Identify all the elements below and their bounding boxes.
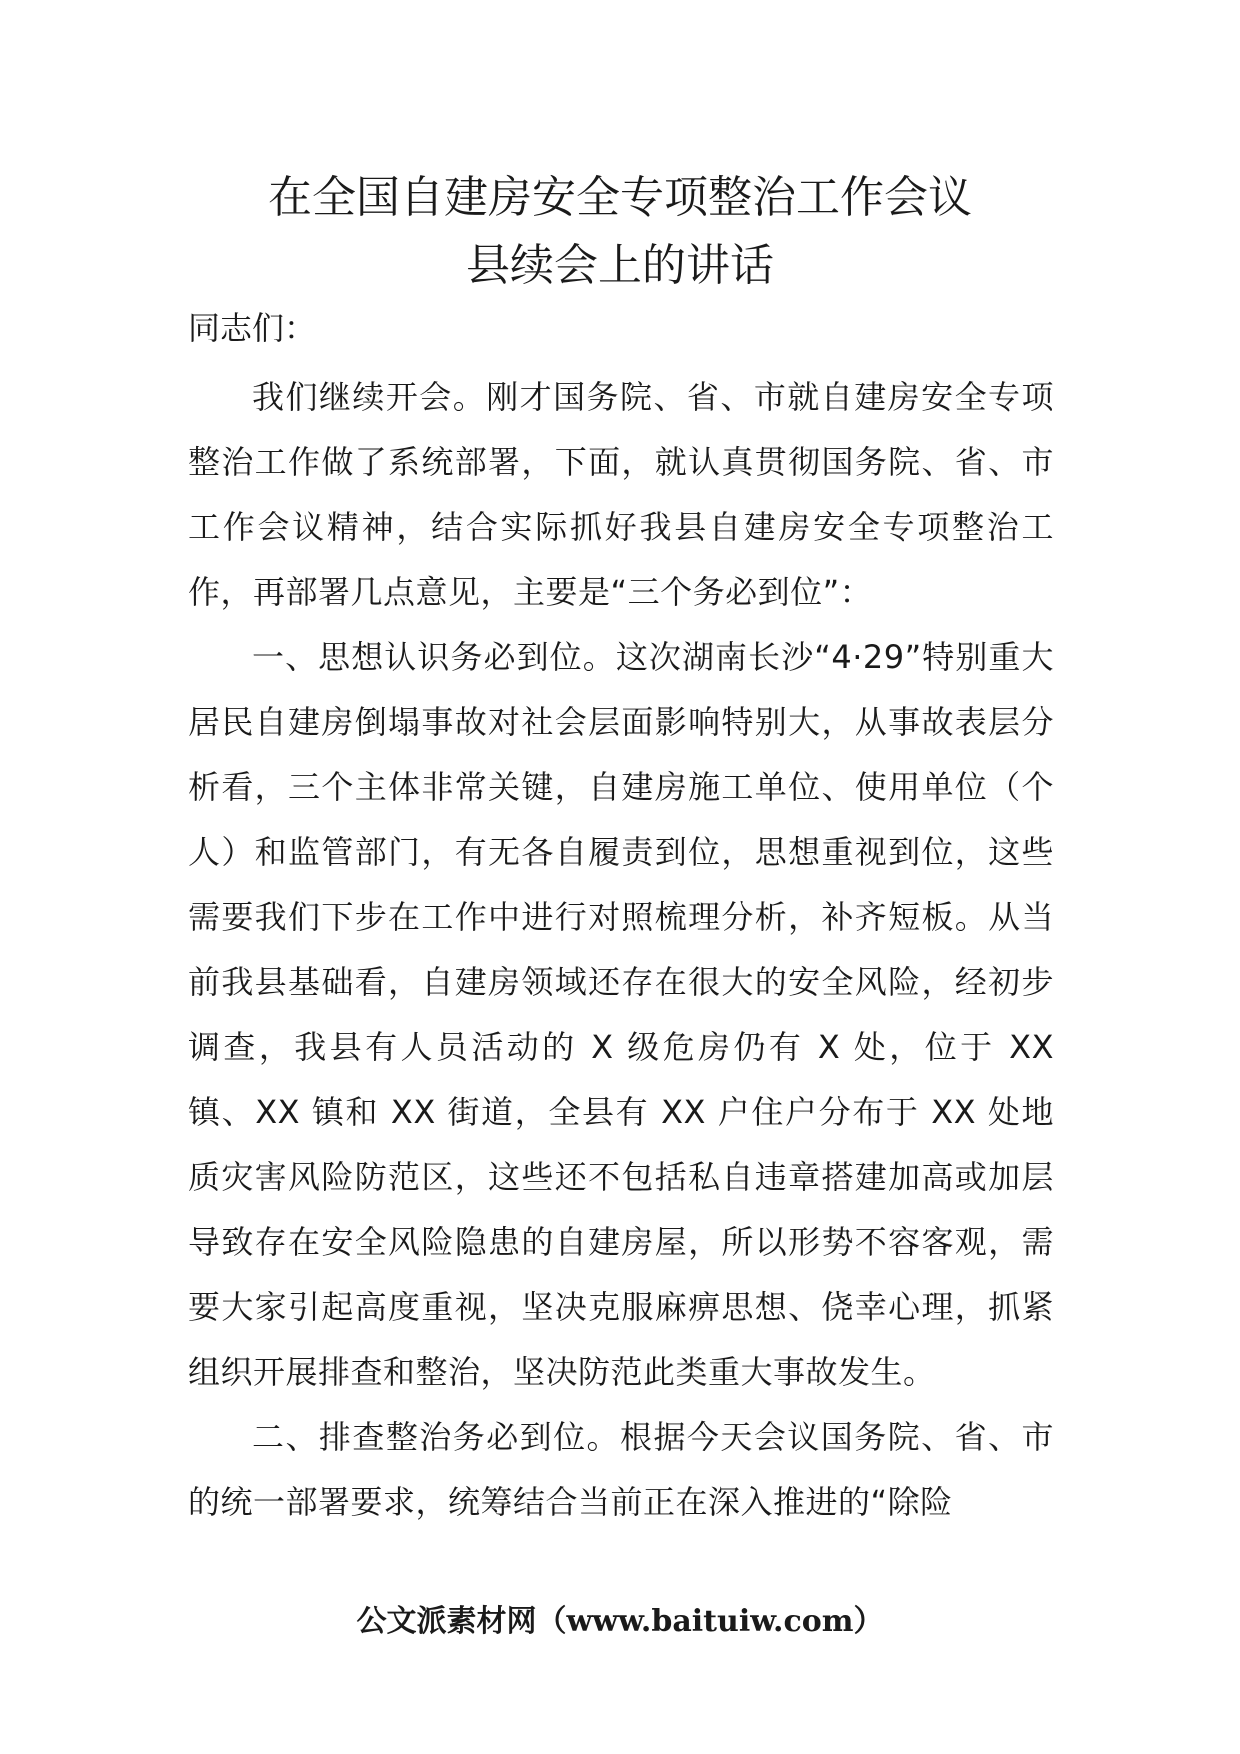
paragraph-intro: 我们继续开会。刚才国务院、省、市就自建房安全专项整治工作做了系统部署，下面，就认真贯彻国务院、省、市工作会议精神，结合实际抓好我县自建房安全专项整治工作，再部署几点意见，主要是“三个务必到位”： xyxy=(188,378,1054,611)
salutation: 同志们： xyxy=(188,309,317,347)
document-title-line-1: 在全国自建房安全专项整治工作会议 xyxy=(268,172,972,223)
document-title-line-2: 县续会上的讲话 xyxy=(466,240,774,291)
paragraph-section-1: 一、思想认识务必到位。这次湖南长沙“4·29”特别重大居民自建房倒塌事故对社会层面影响特别大，从事故表层分析看，三个主体非常关键，自建房施工单位、使用单位（个人）和监管部门，有无各自履责到位，思想重视到位，这些需要我们下步在工作中进行对照梳理分析，补齐短板。从当前我县基础看，自建房领域还存在很大的安全风险，经初步调查，我县有人员活动的 X 级危房仍有 X 处，位于 XX 镇、XX 镇和 XX 街道，全县有 XX 户住户分布于 XX 处地质灾害风险防范区，这些还不包括私自违章搭建加高或加层导致存在安全风险隐患的自建房屋，所以形势不容客观，需要大家引起高度重视，坚决克服麻痹思想、侥幸心理，抓紧组织开展排查和整治，坚决防范此类重大事故发生。 xyxy=(188,638,1054,1391)
paragraph-section-2: 二、排查整治务必到位。根据今天会议国务院、省、市的统一部署要求，统筹结合当前正在深入推进的“除险 xyxy=(188,1418,1054,1521)
document-body xyxy=(188,365,1054,1535)
footer-watermark: 公文派素材网（www.baituiw.com） xyxy=(356,1604,884,1639)
